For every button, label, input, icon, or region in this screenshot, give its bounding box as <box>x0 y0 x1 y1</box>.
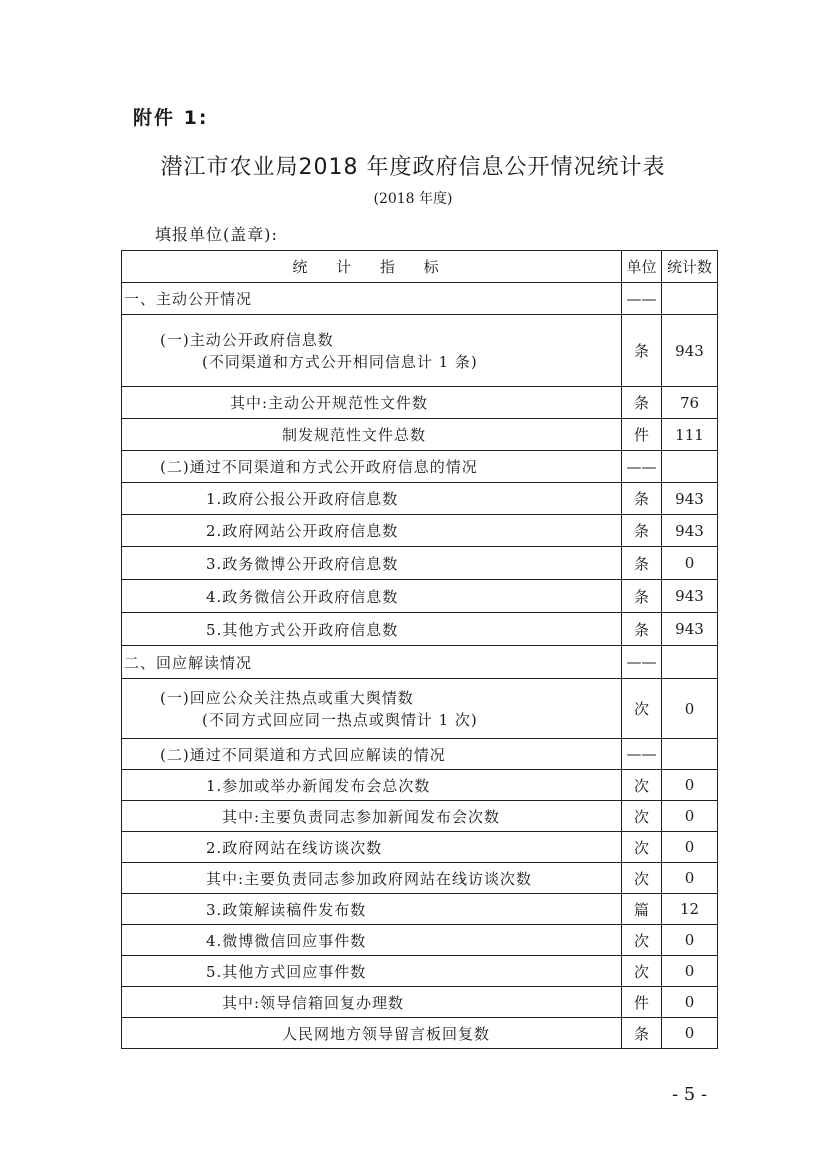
row-value: 0 <box>662 1018 718 1049</box>
row-label: 其中:主要负责同志参加新闻发布会次数 <box>122 801 622 832</box>
table-row <box>122 679 718 739</box>
row-value <box>662 283 718 315</box>
row-value: 0 <box>662 801 718 832</box>
row-label: 4.政务微信公开政府信息数 <box>122 580 622 613</box>
row-unit: —— <box>622 283 662 315</box>
row-value: 943 <box>662 483 718 515</box>
table-row <box>122 832 718 863</box>
table-row <box>122 1018 718 1049</box>
row-unit: 件 <box>622 987 662 1018</box>
row-unit: 次 <box>622 801 662 832</box>
document-title: 潜江市农业局2018 年度政府信息公开情况统计表 <box>160 155 666 180</box>
row-label-line1: (一)回应公众关注热点或重大舆情数 <box>160 688 414 707</box>
row-label-line2: (不同渠道和方式公开相同信息计 1 条) <box>202 352 478 371</box>
row-unit: 次 <box>622 679 662 739</box>
row-label <box>122 679 622 739</box>
row-label: 一、主动公开情况 <box>122 283 622 315</box>
row-unit: 条 <box>622 1018 662 1049</box>
table-row <box>122 894 718 925</box>
row-unit: 次 <box>622 863 662 894</box>
row-value: 0 <box>662 832 718 863</box>
row-value: 0 <box>662 770 718 801</box>
table-row <box>122 925 718 956</box>
row-unit: 次 <box>622 832 662 863</box>
row-label: 其中:领导信箱回复办理数 <box>122 987 622 1018</box>
row-value: 12 <box>662 894 718 925</box>
statistics-table <box>121 250 718 1049</box>
row-label: 制发规范性文件总数 <box>122 419 622 451</box>
row-label: 3.政策解读稿件发布数 <box>122 894 622 925</box>
document-subtitle: (2018 年度) <box>373 191 453 207</box>
row-unit: 次 <box>622 956 662 987</box>
table-row <box>122 483 718 515</box>
table-header-row <box>122 251 718 283</box>
row-value: 943 <box>662 315 718 387</box>
row-label: 5.其他方式公开政府信息数 <box>122 613 622 646</box>
header-unit: 单位 <box>622 251 662 283</box>
row-value: 943 <box>662 613 718 646</box>
table-row <box>122 315 718 387</box>
table-row <box>122 987 718 1018</box>
table-row <box>122 646 718 679</box>
table-row <box>122 387 718 419</box>
row-unit: —— <box>622 646 662 679</box>
row-unit: 条 <box>622 387 662 419</box>
row-unit: —— <box>622 739 662 770</box>
row-value: 0 <box>662 987 718 1018</box>
row-value: 0 <box>662 863 718 894</box>
row-unit: 件 <box>622 419 662 451</box>
row-unit: 次 <box>622 770 662 801</box>
row-label: 其中:主动公开规范性文件数 <box>122 387 622 419</box>
table-row <box>122 547 718 580</box>
table-row <box>122 580 718 613</box>
reporting-unit: 填报单位(盖章): <box>155 225 278 244</box>
header-count: 统计数 <box>662 251 718 283</box>
row-unit: 条 <box>622 613 662 646</box>
row-unit: 条 <box>622 315 662 387</box>
row-label-line1: (一)主动公开政府信息数 <box>160 330 334 349</box>
attachment-label: 附件 1: <box>133 107 209 129</box>
row-label: 1.政府公报公开政府信息数 <box>122 483 622 515</box>
row-value: 0 <box>662 956 718 987</box>
row-value <box>662 451 718 483</box>
row-label: 人民网地方领导留言板回复数 <box>122 1018 622 1049</box>
row-value: 76 <box>662 387 718 419</box>
row-value: 943 <box>662 515 718 547</box>
row-value: 111 <box>662 419 718 451</box>
row-label-line2: (不同方式回应同一热点或舆情计 1 次) <box>202 710 478 729</box>
row-label: 2.政府网站公开政府信息数 <box>122 515 622 547</box>
table-row <box>122 801 718 832</box>
row-value: 0 <box>662 547 718 580</box>
row-unit: 条 <box>622 515 662 547</box>
header-indicator: 统 计 指 标 <box>122 251 622 283</box>
row-label: 二、回应解读情况 <box>122 646 622 679</box>
row-label: 3.政务微博公开政府信息数 <box>122 547 622 580</box>
row-label: 2.政府网站在线访谈次数 <box>122 832 622 863</box>
table-row <box>122 283 718 315</box>
table-row <box>122 739 718 770</box>
table-row <box>122 863 718 894</box>
row-label: (二)通过不同渠道和方式公开政府信息的情况 <box>122 451 622 483</box>
row-value: 943 <box>662 580 718 613</box>
row-label: 1.参加或举办新闻发布会总次数 <box>122 770 622 801</box>
row-value: 0 <box>662 679 718 739</box>
table-row <box>122 451 718 483</box>
row-unit: 次 <box>622 925 662 956</box>
row-value <box>662 739 718 770</box>
row-unit: —— <box>622 451 662 483</box>
table-row <box>122 956 718 987</box>
row-label: 5.其他方式回应事件数 <box>122 956 622 987</box>
row-unit: 条 <box>622 580 662 613</box>
page-number: - 5 - <box>672 1084 708 1105</box>
table-row <box>122 419 718 451</box>
row-label <box>122 315 622 387</box>
row-value: 0 <box>662 925 718 956</box>
row-unit: 篇 <box>622 894 662 925</box>
table-row <box>122 770 718 801</box>
row-unit: 条 <box>622 483 662 515</box>
row-label: 其中:主要负责同志参加政府网站在线访谈次数 <box>122 863 622 894</box>
table-row <box>122 515 718 547</box>
table-row <box>122 613 718 646</box>
row-label: (二)通过不同渠道和方式回应解读的情况 <box>122 739 622 770</box>
row-value <box>662 646 718 679</box>
row-label: 4.微博微信回应事件数 <box>122 925 622 956</box>
row-unit: 条 <box>622 547 662 580</box>
